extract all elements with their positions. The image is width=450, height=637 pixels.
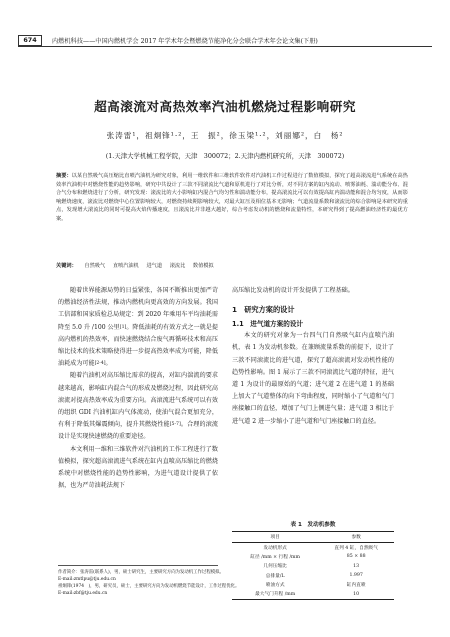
keyword: 自然吸气: [84, 263, 106, 269]
keywords-label: 关键词：: [56, 263, 77, 269]
table-cell: 缸径 /mm × 行程 /mm: [250, 554, 300, 560]
table-row: [232, 580, 394, 589]
paragraph-text: 。合理的滚流设计是实现快速燃烧的重要途径。: [58, 421, 219, 441]
table-cell: 13: [353, 563, 360, 569]
table-cell: 喷油方式: [265, 582, 285, 588]
keyword: 进气道: [146, 263, 163, 269]
table-cell: 几何压缩比: [263, 564, 287, 570]
section-heading: 1 研究方案的设计: [232, 305, 295, 315]
body-paragraph: [58, 370, 218, 443]
table-row: [232, 543, 394, 553]
page-number: 674: [18, 35, 42, 46]
abstract: [56, 172, 408, 224]
keywords: [56, 262, 408, 269]
citation: [5-7]: [169, 422, 181, 428]
paragraph-text: 随着世界能源局势的日益紧张，各国不断推出更加严苛的燃油经济性法规，推动内燃机向更高效的方向发展。我国工信部和国家质检总局规定：到 2020 年乘用车平均油耗需降至 5.0 升 /100 公里: [58, 287, 218, 331]
table-row: [232, 589, 394, 599]
table-row: [232, 571, 394, 580]
footnote-email: E-mail:zmtlpu@tju.edu.cn: [58, 577, 116, 582]
table-cell: 发动机形式: [263, 545, 287, 551]
footnote-email: E-mail:zbf@tju.edu.cn: [58, 591, 108, 596]
keyword: 数值模拟: [192, 263, 214, 269]
left-column: [58, 285, 218, 492]
running-head-text: 内燃机科技——中国内燃机学会 2017 年学术年会暨燃烧节能净化分会联合学术年会论文集(下册): [52, 37, 318, 45]
keyword: 滚流比: [169, 263, 186, 269]
table-cell: 1.997: [349, 573, 363, 579]
running-header: [18, 34, 432, 47]
footnote-line: 祖炯锋(1974 )，男，研究员，硕士，主要研究方向为发动机燃烧节能设计，工作过程优化。: [58, 584, 240, 589]
table-cell: 缸内直喷: [346, 582, 366, 588]
table-header-cell: 项目: [232, 532, 318, 543]
abstract-label: 摘要：: [56, 173, 72, 179]
body-paragraph: 本文利用一维和三维软件对汽油机的工作工程进行了数值模拟，探究超高滚流进气系统在缸内直喷高压缩比的燃烧系统中对燃烧性能的趋势性影响，为进气道设计提供了依据，也为严苛油耗法规下: [58, 445, 218, 490]
continued-text: 高压缩比发动机的设计开发提供了工程基础。: [232, 287, 354, 294]
table-cell: 10: [318, 589, 394, 599]
citation: [1]: [119, 324, 127, 330]
body-paragraph: 随着世界能源局势的日益紧张，各国不断推出更加严苛的燃油经济性法规，推动内燃机向更高效的方向发展。我国工信部和国家质检总局规定：到 2020 年乘用车平均油耗需降至 5.0 升 /100 公里[1]。降低油耗的有效方式之一就是提高内燃机的热效率，而快速燃烧结合废气再循环技术和高压缩比技术的技术策略使得进一步提高热效率成为可能，降低油耗成为可能[2-4]。: [58, 287, 219, 368]
footnote-line: 作者简介：张涛雷(联系人)，男，硕士研究生，主要研究方向为发动机工作过程模拟。: [58, 570, 224, 575]
table-cell: 直列 4 缸，自然吸气: [334, 545, 378, 551]
footnote: [58, 565, 240, 597]
table-row: [232, 562, 394, 571]
body-paragraph: 本文的研究对象为一台四气门自然吸气缸内直喷汽油机，表 1 为发动机参数。在兼顾流量系数的前提下，设计了三款不同滚流比的进气道，探究了超高滚流对发动机性能的趋势性影响。图 1 展示了三款不同滚流比气道的特征，进气道 1 为设计的最原始的气道；进气道 2 在进气道 1 的基础上加大了气道整体的向下弯曲程度，同时缩小了气道和气门座接触口的直径，增加了气门上侧进气量；进气道 3 相比于进气道 2 进一步缩小了进气道和气门座接触口的直径。: [232, 332, 394, 425]
right-column: [232, 285, 394, 428]
table-header-row: [232, 532, 394, 543]
paper-title: 超高滚流对高热效率汽油机燃烧过程影响研究: [94, 99, 356, 114]
table-caption: 表 1 发动机参数: [290, 522, 336, 528]
author-list: 张涛雷¹，祖炯锋¹·²，王 振²，徐玉梁¹·²，刘丽娜²，白 杨²: [106, 131, 344, 140]
affiliation: (1.天津大学机械工程学院，天津 300072；2.天津内燃机研究所，天津 300072): [105, 152, 345, 160]
table-row: [232, 552, 394, 561]
citation: [2-4]: [94, 361, 106, 367]
subsection-heading: 1.1 进气道方案的设计: [232, 320, 304, 329]
abstract-text: 以某自然吸气高压缩比直喷汽油机为研究对象，利用一维软件和三维软件软件对汽油机工作过程进行了数值模拟，探究了超高滚流进气系统在高热效率汽油机中对燃烧性能的趋势影响，研究中共设计了三款不同滚流比气道和原机进行了对比分析，对不同方案的缸内流动、喷雾油耗、湍动能分布、混合气分布和燃烧进行了分析，研究发现：滚流比的大小影响缸内混合气均匀性和湍动能分布，提高滚流比可以有效提高缸内湍动能和混合均匀度，从而影响燃烧速度，滚流比对燃烧中心位置影响较大，对燃烧持续期影响较大，对最大缸压及相位基本无影响；气道流量系数和滚流比的综合影响是本研究的重点，发现增大滚流比的同时可提高火焰传播速度，且滚流比并非越大越好，综合考虑发动机的燃烧和流量特性，本研究得到了提高燃油经济性的最优方案。: [56, 173, 408, 222]
engine-parameter-table: [232, 531, 394, 600]
keyword: 直喷汽油机: [112, 263, 139, 269]
table-cell: 总排量/L: [265, 573, 285, 579]
paragraph-text: 随着汽油机对高压缩比需求的提高，对缸内湍流的要求越来越高，影响缸内混合气的形成及燃烧过程，因此研究高滚流对提高热效率成为重要方向。高滚流进气系统可以有效的组织 GDI 汽油机缸内气体流动，使油气混合更加充分，有利于降低其爆震倾向，提升其燃烧性能: [58, 372, 218, 429]
table-cell: 85 × 88: [346, 554, 366, 560]
paragraph-text: 。降低油耗的有效方式之一就是提高内燃机的热效率，而快速燃烧结合废气再循环技术和高压缩比技术的技术策略使得进一步提高热效率成为可能，降低油耗成为可能: [58, 323, 219, 368]
table-cell: 最大气门升程 /mm: [232, 589, 318, 599]
table-header-cell: 参数: [318, 532, 394, 543]
